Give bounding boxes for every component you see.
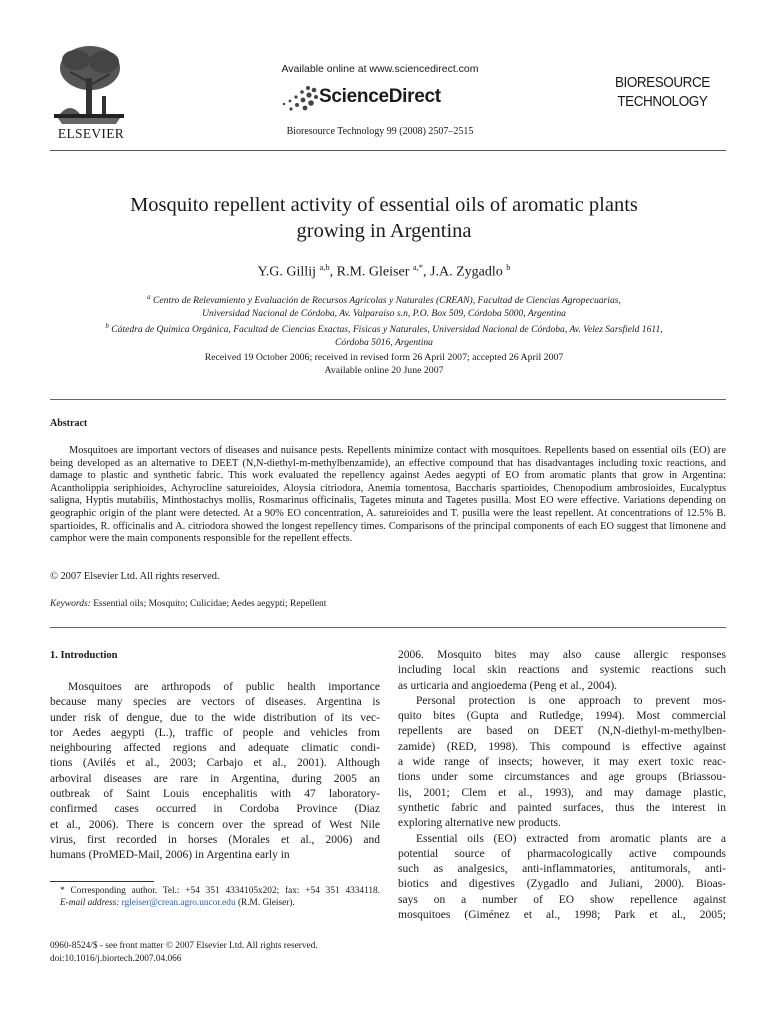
issn-notice: 0960-8524/$ - see front matter © 2007 Elsevier Ltd. All rights reserved. (50, 941, 318, 951)
text-line: lis, 2001; Clem et al., 1993), and may damage plastic, (398, 786, 726, 799)
available-online-notice: Available online at www.sciencedirect.com (281, 63, 479, 75)
text-line: such as analgesics, anti-inflammatories, antitumorals, anti- (398, 863, 726, 876)
text-line: Personal protection is one approach to prevent mos- (416, 694, 726, 707)
text-line: tions under some circumstances and age groups (Briassou- (398, 771, 726, 784)
author-name[interactable]: J.A. Zygadlo (430, 264, 503, 280)
affiliation-text: Córdoba 5016, Argentina (335, 336, 433, 348)
keywords-label: Keywords: (50, 599, 91, 609)
text-line: including local skin reactions and systemic reactions such (398, 664, 726, 677)
abstract-heading: Abstract (50, 418, 88, 429)
text-line: zamide) (RED, 1998). This compound is effective against (398, 740, 726, 753)
article-title (80, 192, 688, 244)
footnote-rule (50, 881, 154, 882)
text-line: because many species are vectors of diseases. Argentina is (50, 696, 380, 709)
article-history (80, 351, 688, 377)
text-line: humans (ProMED-Mail, 2006) in Argentina early in (50, 849, 290, 862)
affiliations (60, 291, 708, 349)
author-affiliation-mark: a,* (412, 262, 424, 272)
affiliation-text: Centro de Relevamiento y Evaluación de Recursos Agrícolas y Naturales (CREAN), Facultad de Ciencias Agropecuarias, (153, 295, 621, 307)
text-line: a wide range of insects; however, it may exert toxic reac- (398, 756, 726, 769)
text-line: biotics and digestives (Zygadlo and Juliani, 2000). Bioas- (398, 878, 726, 891)
left-column-text (50, 680, 380, 864)
text-line: tor Aedes aegypti (L.), traffic of people and vehicles from (50, 726, 380, 739)
author-list: Y.G. Gillij $^{a,b}$, R.M. Gleiser $^{a,*}$, J.A. Zygadlo $^b$ (257, 262, 511, 280)
text-line: Essential oils (EO) extracted from aromatic plants are a (416, 832, 726, 845)
section-heading-introduction: 1. Introduction (50, 650, 118, 661)
doi[interactable]: doi:10.1016/j.biortech.2007.04.066 (50, 953, 182, 964)
corresponding-author-footnote (50, 885, 380, 909)
text-line: says on a number of EO show repellence against (398, 893, 726, 906)
text-line: repellents are based on DEET (N,N-diethyl-m-methylben- (398, 725, 726, 738)
journal-logo-line1: BIORESOURCE (614, 74, 710, 91)
header-divider (50, 150, 726, 151)
available-online-date: Available online 20 June 2007 (324, 365, 444, 376)
left-column (50, 648, 380, 864)
text-line: quito bites (Gupta and Rutledge, 1994). Most commercial (398, 710, 726, 723)
email-link[interactable]: rgleiser@crean.agro.uncor.edu (121, 898, 236, 908)
right-column (398, 648, 726, 923)
front-matter (50, 940, 380, 965)
journal-logo (612, 73, 713, 111)
affiliation-text: Universidad Nacional de Córdoba, Av. Valparaíso s.n, P.O. Box 509, Córdoba 5000, Argentina (202, 307, 566, 319)
journal-logo-line2: TECHNOLOGY (617, 93, 708, 110)
author-affiliation-mark: a,b (319, 262, 330, 272)
affiliation-text: Cátedra de Química Orgánica, Facultad de Ciencias Exactas, Físicas y Naturales, Universidad Nacional de Córdoba, Av. Velez Sarsfield 1611, (111, 324, 663, 336)
affiliation-label: b (105, 322, 109, 331)
text-line: potential source of pharmacologically active compounds (398, 847, 726, 860)
author-affiliation-mark: b (506, 262, 511, 272)
abstract-divider (50, 399, 726, 400)
journal-reference: Bioresource Technology 99 (2008) 2507–2515 (286, 126, 474, 137)
sciencedirect-logo (278, 80, 478, 116)
publisher-name: ELSEVIER (57, 126, 125, 141)
title-line: Mosquito repellent activity of essential oils of aromatic plants (130, 194, 638, 216)
sciencedirect-dots-icon (278, 84, 322, 112)
text-line: virus, first recorded in horses (Morales et al., 2006) and (50, 833, 380, 846)
email-label: E-mail address: (60, 898, 120, 908)
body-divider (50, 627, 726, 628)
title-line: growing in Argentina (296, 220, 472, 242)
text-line: Mosquitoes are arthropods of public health importance (68, 681, 380, 693)
text-line: 2006. Mosquito bites may also cause allergic responses (398, 649, 726, 661)
sciencedirect-wordmark: ScienceDirect (319, 86, 441, 107)
footnote-contact: * Corresponding author. Tel.: +54 351 4334105x202; fax: +54 351 4334118. (60, 886, 380, 896)
affiliation-label: a (147, 293, 151, 301)
text-line: et al., 2006). There is concern over the spread of West Nile (50, 818, 380, 831)
elsevier-tree-logo (50, 42, 128, 127)
text-line: tions (Avilés et al., 2003; Carbajo et al., 2001). Although (50, 757, 380, 770)
text-line: exploring alternative new products. (398, 817, 561, 830)
text-line: under risk of dengue, due to the wide distribution of its vec- (50, 711, 380, 724)
keywords-list: Essential oils; Mosquito; Culicidae; Aedes aegypti; Repellent (93, 599, 327, 609)
author-name[interactable]: Y.G. Gillij (257, 264, 316, 280)
abstract-copyright: © 2007 Elsevier Ltd. All rights reserved. (50, 571, 220, 582)
right-column-text (398, 648, 726, 923)
text-line: confirmed cases occurred in Cordoba Province (Diaz (50, 803, 380, 816)
text-line: synthetic fabric and painted surfaces, thus the interest in (398, 801, 726, 814)
text-line: as urticaria and angioedema (Peng et al., 2004). (398, 679, 618, 692)
received-dates: Received 19 October 2006; received in revised form 26 April 2007; accepted 26 April 2007 (204, 352, 564, 363)
abstract-text: Mosquitoes are important vectors of diseases and nuisance pests. Repellents minimize contact with mosquitoes. Repellents based on essential oils (EO) are being developed as an alternative to DEET (N,N-diethyl-m-methylbenzamide), an effective compound that has disadvantages including toxic reactions, and damage to plastic and synthetic fabric. This work evaluated the repellency against Aedes aegypti of EO from aromatic plants that grow in Argentina: Acantholippia seriphioides, Achyrocline satureioides, Aloysia citriodora, Anemia tomentosa, Baccharis spartioides, Chenopodium ambrosioides, Eucalyptus saligna, Hyptis mutabilis, Minthostachys mollis, Rosmarinus officinalis, Tagetes minuta and Tagetes pusilla. Most EO were effective. Variations depending on geographic origin of the plant were detected. At a 90% EO concentration, A. satureioides and T. pusilla were the least repellent. At concentrations of 12.5% B. spartioides, R. officinalis and A. citriodora showed the longest repellency times. Comparisons of the principal components of each EO suggest that limonene and camphor were the main components responsible for the repellent effects. (50, 445, 726, 545)
text-line: outbreak of Saint Louis encephalitis with 47 laboratory- (50, 788, 380, 801)
author-name[interactable]: R.M. Gleiser (336, 264, 410, 280)
text-line: arboviral diseases are rare in Argentina, during 2005 an (50, 772, 380, 785)
text-line: mosquitoes (Giménez et al., 1998; Park et al., 2005; (398, 909, 726, 922)
text-line: neighbouring affected regions and adequate climatic condi- (50, 742, 380, 755)
abstract-body (50, 445, 726, 546)
email-suffix: (R.M. Gleiser). (237, 898, 295, 908)
keywords (50, 599, 726, 609)
